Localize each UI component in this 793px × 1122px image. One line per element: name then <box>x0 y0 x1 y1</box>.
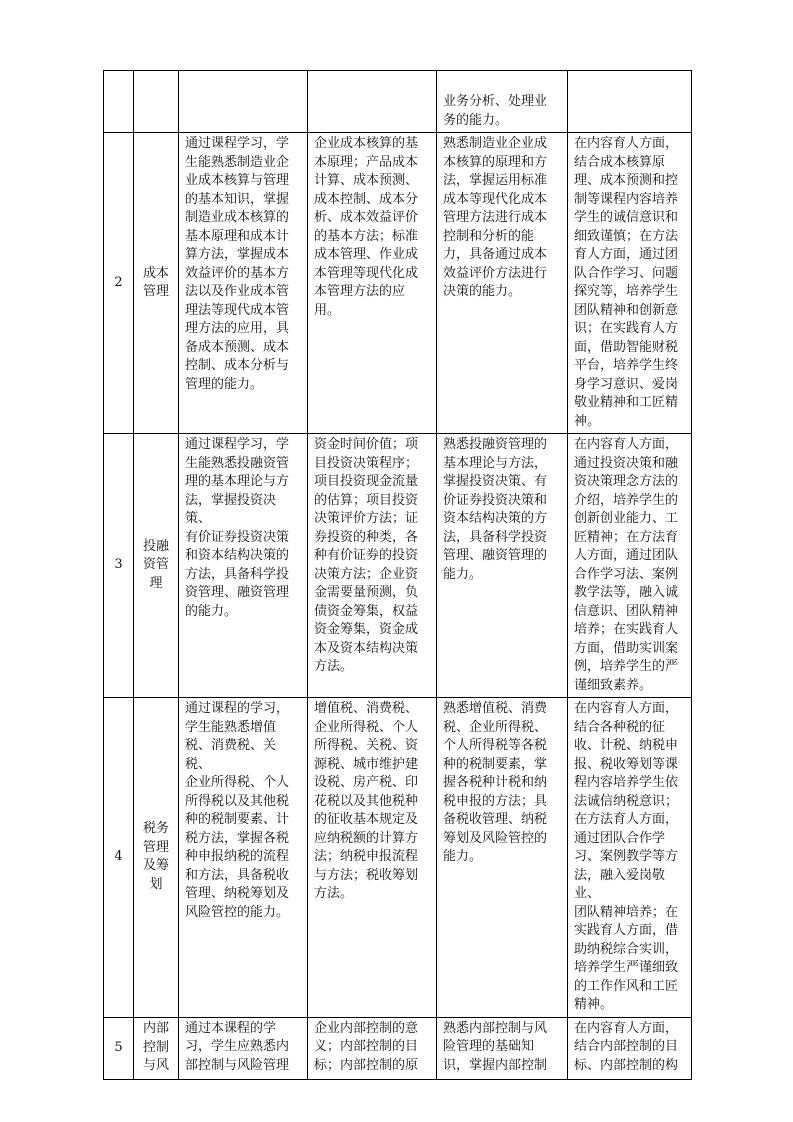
table-row <box>104 1017 692 1079</box>
course-number <box>104 71 134 133</box>
course-requirement: 熟悉制造业企业成 本核算的原理和方 法，掌握运用标准 成本等现代化成本 管理方法进行成本 控制和分析的能 力，具备通过成本 效益评价方法进行 决策的能力。 <box>437 133 568 434</box>
course-content: 增值税、消费税、 企业所得税、个人 所得税、关税、资 源税、城市维护建 设税、房产税、印 花税以及其他税种 的征收基本规定及 应纳税额的计算方 法；纳税申报流程 与方法；税收筹划 方法。 <box>308 698 437 1018</box>
course-ideology: 在内容育人方面， 通过投资决策和融 资决策理念方法的 介绍，培养学生的 创新创业能力、工 匠精神；在方法育 人方面，通过团队 合作学习法、案例 教学法等，融入诚 信意识、团队精神 培养；在实践育人 方面，借助实训案 例，培养学生的严 谨细致素养。 <box>568 434 692 698</box>
course-name <box>134 71 179 133</box>
course-ideology <box>568 71 692 133</box>
course-name: 投融 资管 理 <box>134 434 179 698</box>
course-number: 3 <box>104 434 134 698</box>
course-requirement: 熟悉内部控制与风 险管理的基础知 识，掌握内部控制 <box>437 1017 568 1079</box>
course-content: 企业内部控制的意 义；内部控制的目 标；内部控制的原 <box>308 1017 437 1079</box>
table-row <box>104 434 692 698</box>
course-objective: 通过课程学习，学 生能熟悉制造业企 业成本核算与管理 的基本知识，掌握 制造业成本核算的 基本原理和成本计 算方法，掌握成本 效益评价的基本方 法以及作业成本管 理法等现代成本管 理方法的应用，具 备成本预测、成本 控制、成本分析与 管理的能力。 <box>179 133 308 434</box>
course-table <box>103 70 692 1080</box>
course-number: 5 <box>104 1017 134 1079</box>
course-ideology: 在内容育人方面， 结合成本核算原 理、成本预测和控 制等课程内容培养 学生的诚信意识和 细致谨慎；在方法 育人方面，通过团 队合作学习、问题 探究等，培养学生 团队精神和创新意 识；在实践育人方 面，借助智能财税 平台，培养学生终 身学习意识、爱岗 敬业精神和工匠精 神。 <box>568 133 692 434</box>
table-row <box>104 133 692 434</box>
course-name: 成本 管理 <box>134 133 179 434</box>
course-number: 2 <box>104 133 134 434</box>
course-content: 企业成本核算的基 本原理；产品成本 计算、成本预测、 成本控制、成本分 析、成本效益评价 的基本方法；标准 成本管理、作业成 本管理等现代化成 本管理方法的应 用。 <box>308 133 437 434</box>
course-requirement: 业务分析、处理业 务的能力。 <box>437 71 568 133</box>
course-ideology: 在内容育人方面， 结合各种税的征 收、计税、纳税申 报、税收筹划等课 程内容培养学生依 法诚信纳税意识； 在方法育人方面， 通过团队合作学 习、案例教学等方 法，融入爱岗敬业、 团队精神培养；在 实践育人方面，借 助纳税综合实训， 培养学生严谨细致 的工作作风和工匠 精神。 <box>568 698 692 1018</box>
course-requirement: 熟悉投融资管理的 基本理论与方法， 掌握投资决策、有 价证券投资决策和 资本结构决策的方 法，具备科学投资 管理、融资管理的 能力。 <box>437 434 568 698</box>
course-objective: 通过课程的学习， 学生能熟悉增值 税、消费税、关税、 企业所得税、个人 所得税以及其他税 种的税制要素、计 税方法，掌握各税 种申报纳税的流程 和方法，具备税收 管理、纳税筹划及 风险管控的能力。 <box>179 698 308 1018</box>
table-row <box>104 698 692 1018</box>
course-name: 税务 管理 及筹 划 <box>134 698 179 1018</box>
course-content: 资金时间价值；项 目投资决策程序； 项目投资现金流量 的估算；项目投资 决策评价方法；证 券投资的种类，各 种有价证券的投资 决策方法；企业资 金需要量预测，负 债资金筹集，权益 资金筹集，资金成 本及资本结构决策 方法。 <box>308 434 437 698</box>
course-name: 内部 控制 与风 <box>134 1017 179 1079</box>
course-requirement: 熟悉增值税、消费 税、企业所得税、 个人所得税等各税 种的税制要素，掌 握各税种计税和纳 税申报的方法；具 备税收管理、纳税 筹划及风险管控的 能力。 <box>437 698 568 1018</box>
course-number: 4 <box>104 698 134 1018</box>
course-objective <box>179 71 308 133</box>
course-objective: 通过本课程的学 习，学生应熟悉内 部控制与风险管理 <box>179 1017 308 1079</box>
table-row <box>104 71 692 133</box>
course-objective: 通过课程学习，学 生能熟悉投融资管 理的基本理论与方 法，掌握投资决策、 有价证券投资决策 和资本结构决策的 方法，具备科学投 资管理、融资管理 的能力。 <box>179 434 308 698</box>
course-content <box>308 71 437 133</box>
course-ideology: 在内容育人方面， 结合内部控制的目 标、内部控制的构 <box>568 1017 692 1079</box>
